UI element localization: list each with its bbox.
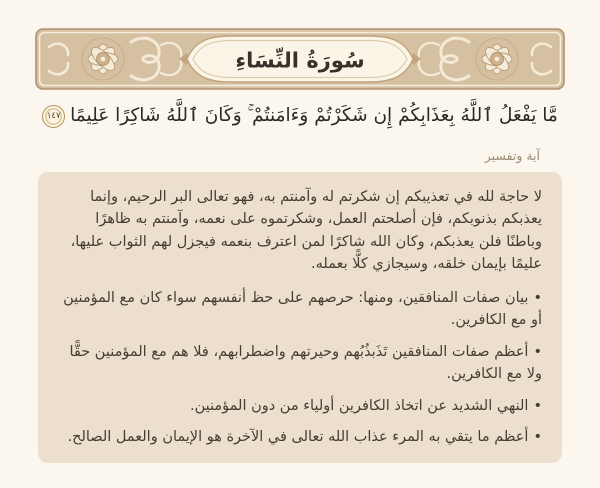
tafsir-point-text: أعظم صفات المنافقين تَذَبذُبُهم وحيرتهم واضطرابهم، فلا هم مع المؤمنين حقًّا ولا مع الكافرين. <box>69 343 542 383</box>
tafsir-point <box>58 341 542 386</box>
verse-text: مَّا يَفْعَلُ ٱللَّهُ بِعَذَابِكُمْ إِن شَكَرْتُمْ وَءَامَنتُمْ ۚ وَكَانَ ٱللَّهُ شَاكِرًا عَلِيمًا <box>70 105 558 126</box>
tafsir-point-text: النهي الشديد عن اتخاذ الكافرين أولياء من دون المؤمنين. <box>190 397 529 414</box>
tafsir-card <box>38 172 562 464</box>
surah-header-ornament <box>35 28 565 90</box>
bullet-icon: • <box>533 397 542 414</box>
tafsir-intro: لا حاجة لله في تعذيبكم إن شكرتم له وآمنتم به، فهو تعالى البر الرحيم، وإنما يعذبكم بذنوبكم، فإن أصلحتم العمل، وشكرتموه على نعمه، وآمنتم به ظاهرًا وباطنًا فلن يعذبكم، وكان الله شاكرًا لمن اعترف بنعمه فيجزل لهم الثواب عليها، عليمًا بإيمان خلقه، وسيجازي كلًّا بعمله. <box>70 188 542 273</box>
tafsir-point <box>58 287 542 332</box>
tafsir-point-text: أعظم ما يتقي به المرء عذاب الله تعالى في الآخرة هو الإيمان والعمل الصالح. <box>67 428 529 445</box>
bullet-icon: • <box>533 428 542 445</box>
section-label: آية وتفسير <box>484 147 540 163</box>
surah-title: سُورَةُ النِّسَاءِ <box>235 48 365 73</box>
ayah-number: ١٤٧ <box>46 110 61 121</box>
bullet-icon: • <box>533 343 542 360</box>
tafsir-point <box>58 395 542 417</box>
bullet-icon: • <box>533 289 542 306</box>
ayah-number-marker <box>42 105 65 128</box>
tafsir-point-text: بيان صفات المنافقين، ومنها: حرصهم على حظ أنفسهم سواء كان مع المؤمنين أو مع الكافرين. <box>63 289 542 329</box>
tafsir-point <box>58 426 542 448</box>
verse-line <box>14 102 586 130</box>
